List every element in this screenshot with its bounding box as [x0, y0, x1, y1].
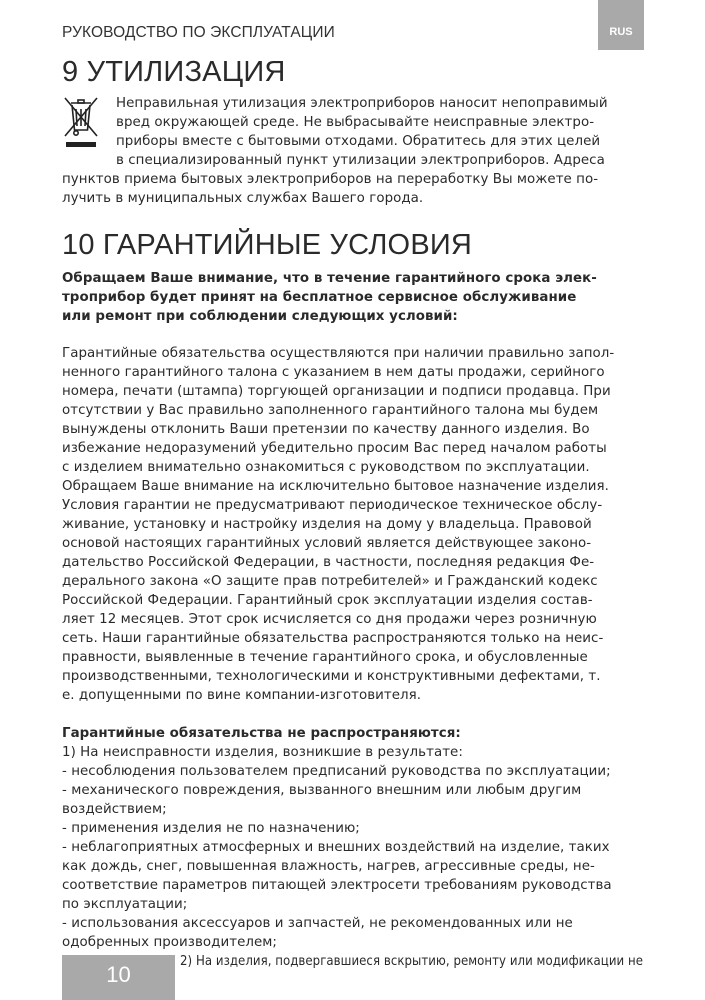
list-line: 2) На изделия, подвергавшиеся вскрытию, ремонту или модификации не — [180, 954, 644, 969]
page-number: 10 — [62, 955, 175, 1000]
text-line: живание, установку и настройку изделия на дому у владельца. Правовой — [62, 517, 592, 532]
list-line: - механического повреждения, вызванного внешним или любым другим — [62, 783, 582, 798]
text-line: Российской Федерации. Гарантийный срок эксплуатации изделия состав- — [62, 593, 593, 608]
text-line: номера, печати (штампа) торгующей организации и подписи продавца. При — [62, 384, 611, 399]
list-line: 1) На неисправности изделия, возникшие в результате: — [62, 745, 463, 760]
list-line: - использования аксессуаров и запчастей, не рекомендованных или не — [62, 916, 573, 931]
section-10-title: 10 ГАРАНТИЙНЫЕ УСЛОВИЯ — [62, 229, 473, 261]
language-tab: RUS — [598, 0, 644, 50]
text-line: Неправильная утилизация электроприборов наносит непоправимый — [116, 96, 608, 111]
list-line: воздействием; — [62, 802, 167, 817]
exclusions-heading: Гарантийные обязательства не распространяются: — [62, 726, 461, 741]
list-line: - применения изделия не по назначению; — [62, 821, 360, 836]
text-line: производственными, технологическими и конструктивными дефектами, т. — [62, 669, 601, 684]
list-line: по эксплуатации; — [62, 897, 188, 912]
text-line: правности, выявленные в течение гарантийного срока, и обусловленные — [62, 650, 588, 665]
list-line: одобренных производителем; — [62, 935, 277, 950]
text-line: дательство Российской Федерации, в частности, последняя редакция Фе- — [62, 555, 595, 570]
running-header: РУКОВОДСТВО ПО ЭКСПЛУАТАЦИИ — [62, 24, 335, 41]
text-line: основой настоящих гарантийных условий является действующее законо- — [62, 536, 592, 551]
crossed-out-wheelie-bin-icon — [62, 96, 100, 150]
text-line: приборы вместе с бытовыми отходами. Обратитесь для этих целей — [116, 134, 601, 149]
text-line: Гарантийные обязательства осуществляются при наличии правильно запол- — [62, 346, 615, 361]
intro-line: или ремонт при соблюдении следующих условий: — [62, 309, 458, 324]
text-line: отсутствии у Вас правильно заполненного гарантийного талона мы будем — [62, 403, 599, 418]
text-line: в специализированный пункт утилизации электроприборов. Адреса — [116, 153, 605, 168]
text-line: сеть. Наши гарантийные обязательства распространяются только на неис- — [62, 631, 604, 646]
text-line: Условия гарантии не предусматривают периодическое техническое обслу- — [62, 498, 603, 513]
text-line: е. допущенными по вине компании-изготовителя. — [62, 688, 422, 703]
list-line: как дождь, снег, повышенная влажность, нагрев, агрессивные среды, не- — [62, 859, 595, 874]
section-9-title: 9 УТИЛИЗАЦИЯ — [62, 56, 286, 88]
intro-line: троприбор будет принят на бесплатное сервисное обслуживание — [62, 290, 577, 305]
text-line: вынуждены отклонить Ваши претензии по качеству данного изделия. Во — [62, 422, 590, 437]
text-line: ненного гарантийного талона с указанием в нем даты продажи, серийного — [62, 365, 605, 380]
list-line: - несоблюдения пользователем предписаний руководства по эксплуатации; — [62, 764, 611, 779]
text-line: вред окружающей среде. Не выбрасывайте неисправные электро- — [116, 115, 595, 130]
text-line: дерального закона «О защите прав потребителей» и Гражданский кодекс — [62, 574, 598, 589]
text-line: ляет 12 месяцев. Этот срок исчисляется со дня продажи через розничную — [62, 612, 597, 627]
list-line: - неблагоприятных атмосферных и внешних воздействий на изделие, таких — [62, 840, 610, 855]
intro-line: Обращаем Ваше внимание, что в течение гарантийного срока элек- — [62, 271, 597, 286]
text-line: Обращаем Ваше внимание на исключительно бытовое назначение изделия. — [62, 479, 609, 494]
list-line: соответствие параметров питающей электросети требованиям руководства — [62, 878, 612, 893]
text-line: пунктов приема бытовых электроприборов на переработку Вы можете по- — [62, 172, 599, 187]
text-line: избежание недоразумений убедительно просим Вас перед началом работы — [62, 441, 607, 456]
text-line: лучить в муниципальных службах Вашего города. — [62, 191, 424, 206]
text-line: с изделием внимательно ознакомиться с руководством по эксплуатации. — [62, 460, 590, 475]
